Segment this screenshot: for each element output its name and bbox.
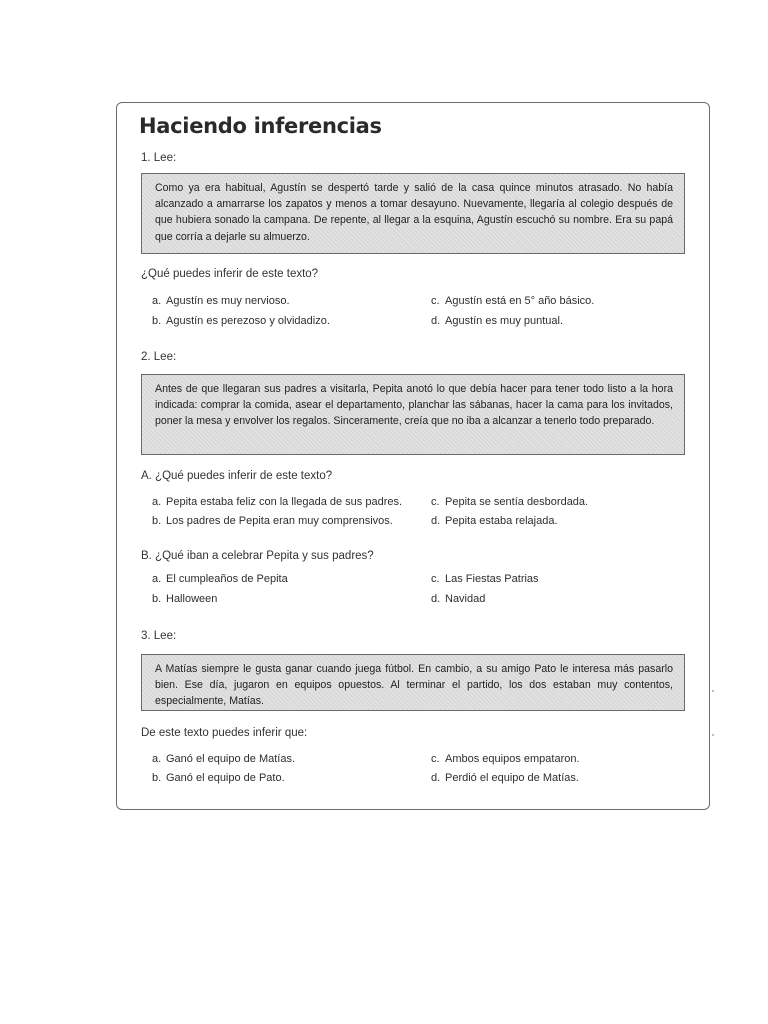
option-letter: b. bbox=[152, 593, 162, 605]
option-text: Agustín es muy nervioso. bbox=[166, 295, 290, 307]
option-letter: d. bbox=[431, 772, 441, 784]
option-3b bbox=[152, 772, 285, 784]
option-2a-b bbox=[152, 515, 393, 527]
option-3d bbox=[431, 772, 579, 784]
option-2b-c bbox=[431, 573, 539, 585]
scan-speck bbox=[712, 690, 714, 692]
option-text: Los padres de Pepita eran muy comprensivos. bbox=[166, 515, 393, 527]
option-text: Ganó el equipo de Matías. bbox=[166, 753, 296, 765]
option-1b bbox=[152, 315, 330, 327]
option-letter: d. bbox=[431, 515, 441, 527]
section-1-passage: Como ya era habitual, Agustín se despertó tarde y salió de la casa quince minutos atrasado. No había alcanzado a amarrarse los zapatos y menos a tomar desayuno. Nuevamente, llegaría al colegio después de que hubiera sonado la campana. De repente, al llegar a la esquina, Agustín escuchó su nombre. Era su papá que corría a dejarle su almuerzo. bbox=[141, 173, 685, 254]
option-letter: c. bbox=[431, 573, 440, 585]
option-letter: a. bbox=[152, 295, 162, 307]
section-2-question-a: A. ¿Qué puedes inferir de este texto? bbox=[141, 470, 333, 482]
option-text: Agustín es perezoso y olvidadizo. bbox=[166, 315, 330, 327]
option-letter: b. bbox=[152, 515, 162, 527]
option-text: Perdió el equipo de Matías. bbox=[445, 772, 579, 784]
option-letter: a. bbox=[152, 496, 162, 508]
option-text: Pepita estaba feliz con la llegada de sus padres. bbox=[166, 496, 403, 508]
option-letter: d. bbox=[431, 315, 441, 327]
option-letter: c. bbox=[431, 753, 440, 765]
scan-speck bbox=[712, 734, 714, 736]
option-text: Agustín es muy puntual. bbox=[445, 315, 564, 327]
section-3-question: De este texto puedes inferir que: bbox=[141, 727, 308, 739]
section-2-passage: Antes de que llegaran sus padres a visitarla, Pepita anotó lo que debía hacer para tener todo listo a la hora indicada: comprar la comida, asear el departamento, planchar las sábanas, hacer la cama para los invitados, poner la mesa y envolver los regalos. Sinceramente, creía que no iba a alcanzar a tenerlo todo preparado. bbox=[141, 374, 685, 455]
option-text: Halloween bbox=[166, 593, 218, 605]
option-text: Ambos equipos empataron. bbox=[445, 753, 580, 765]
option-letter: c. bbox=[431, 295, 440, 307]
option-text: Agustín está en 5° año básico. bbox=[445, 295, 595, 307]
option-2b-d bbox=[431, 593, 485, 605]
option-text: Navidad bbox=[445, 593, 486, 605]
option-text: Pepita se sentía desbordada. bbox=[445, 496, 589, 508]
option-text: Ganó el equipo de Pato. bbox=[166, 772, 285, 784]
section-1-question: ¿Qué puedes inferir de este texto? bbox=[141, 268, 319, 280]
option-letter: a. bbox=[152, 753, 162, 765]
section-2-label: 2. Lee: bbox=[141, 351, 177, 363]
option-1a bbox=[152, 295, 290, 307]
option-2a-d bbox=[431, 515, 558, 527]
option-2b-a bbox=[152, 573, 288, 585]
option-letter: b. bbox=[152, 315, 162, 327]
option-3c bbox=[431, 753, 580, 765]
option-3a bbox=[152, 753, 295, 765]
option-text: Las Fiestas Patrias bbox=[445, 573, 539, 585]
option-2b-b bbox=[152, 593, 217, 605]
option-letter: c. bbox=[431, 496, 440, 508]
option-2a-c bbox=[431, 496, 588, 508]
section-3-passage: A Matías siempre le gusta ganar cuando juega fútbol. En cambio, a su amigo Pato le interesa más pasarlo bien. Ese día, jugaron en equipos opuestos. Al terminar el partido, los dos estaban muy contentos, especialmente, Matías. bbox=[141, 654, 685, 711]
option-letter: b. bbox=[152, 772, 162, 784]
page-title: Haciendo inferencias bbox=[139, 114, 382, 138]
option-1c bbox=[431, 295, 594, 307]
option-letter: d. bbox=[431, 593, 441, 605]
section-2-question-b: B. ¿Qué iban a celebrar Pepita y sus padres? bbox=[141, 550, 374, 562]
option-text: El cumpleaños de Pepita bbox=[166, 573, 288, 585]
option-letter: a. bbox=[152, 573, 162, 585]
option-text: Pepita estaba relajada. bbox=[445, 515, 558, 527]
section-3-label: 3. Lee: bbox=[141, 630, 177, 642]
section-1-label: 1. Lee: bbox=[141, 152, 177, 164]
option-2a-a bbox=[152, 496, 402, 508]
option-1d bbox=[431, 315, 563, 327]
